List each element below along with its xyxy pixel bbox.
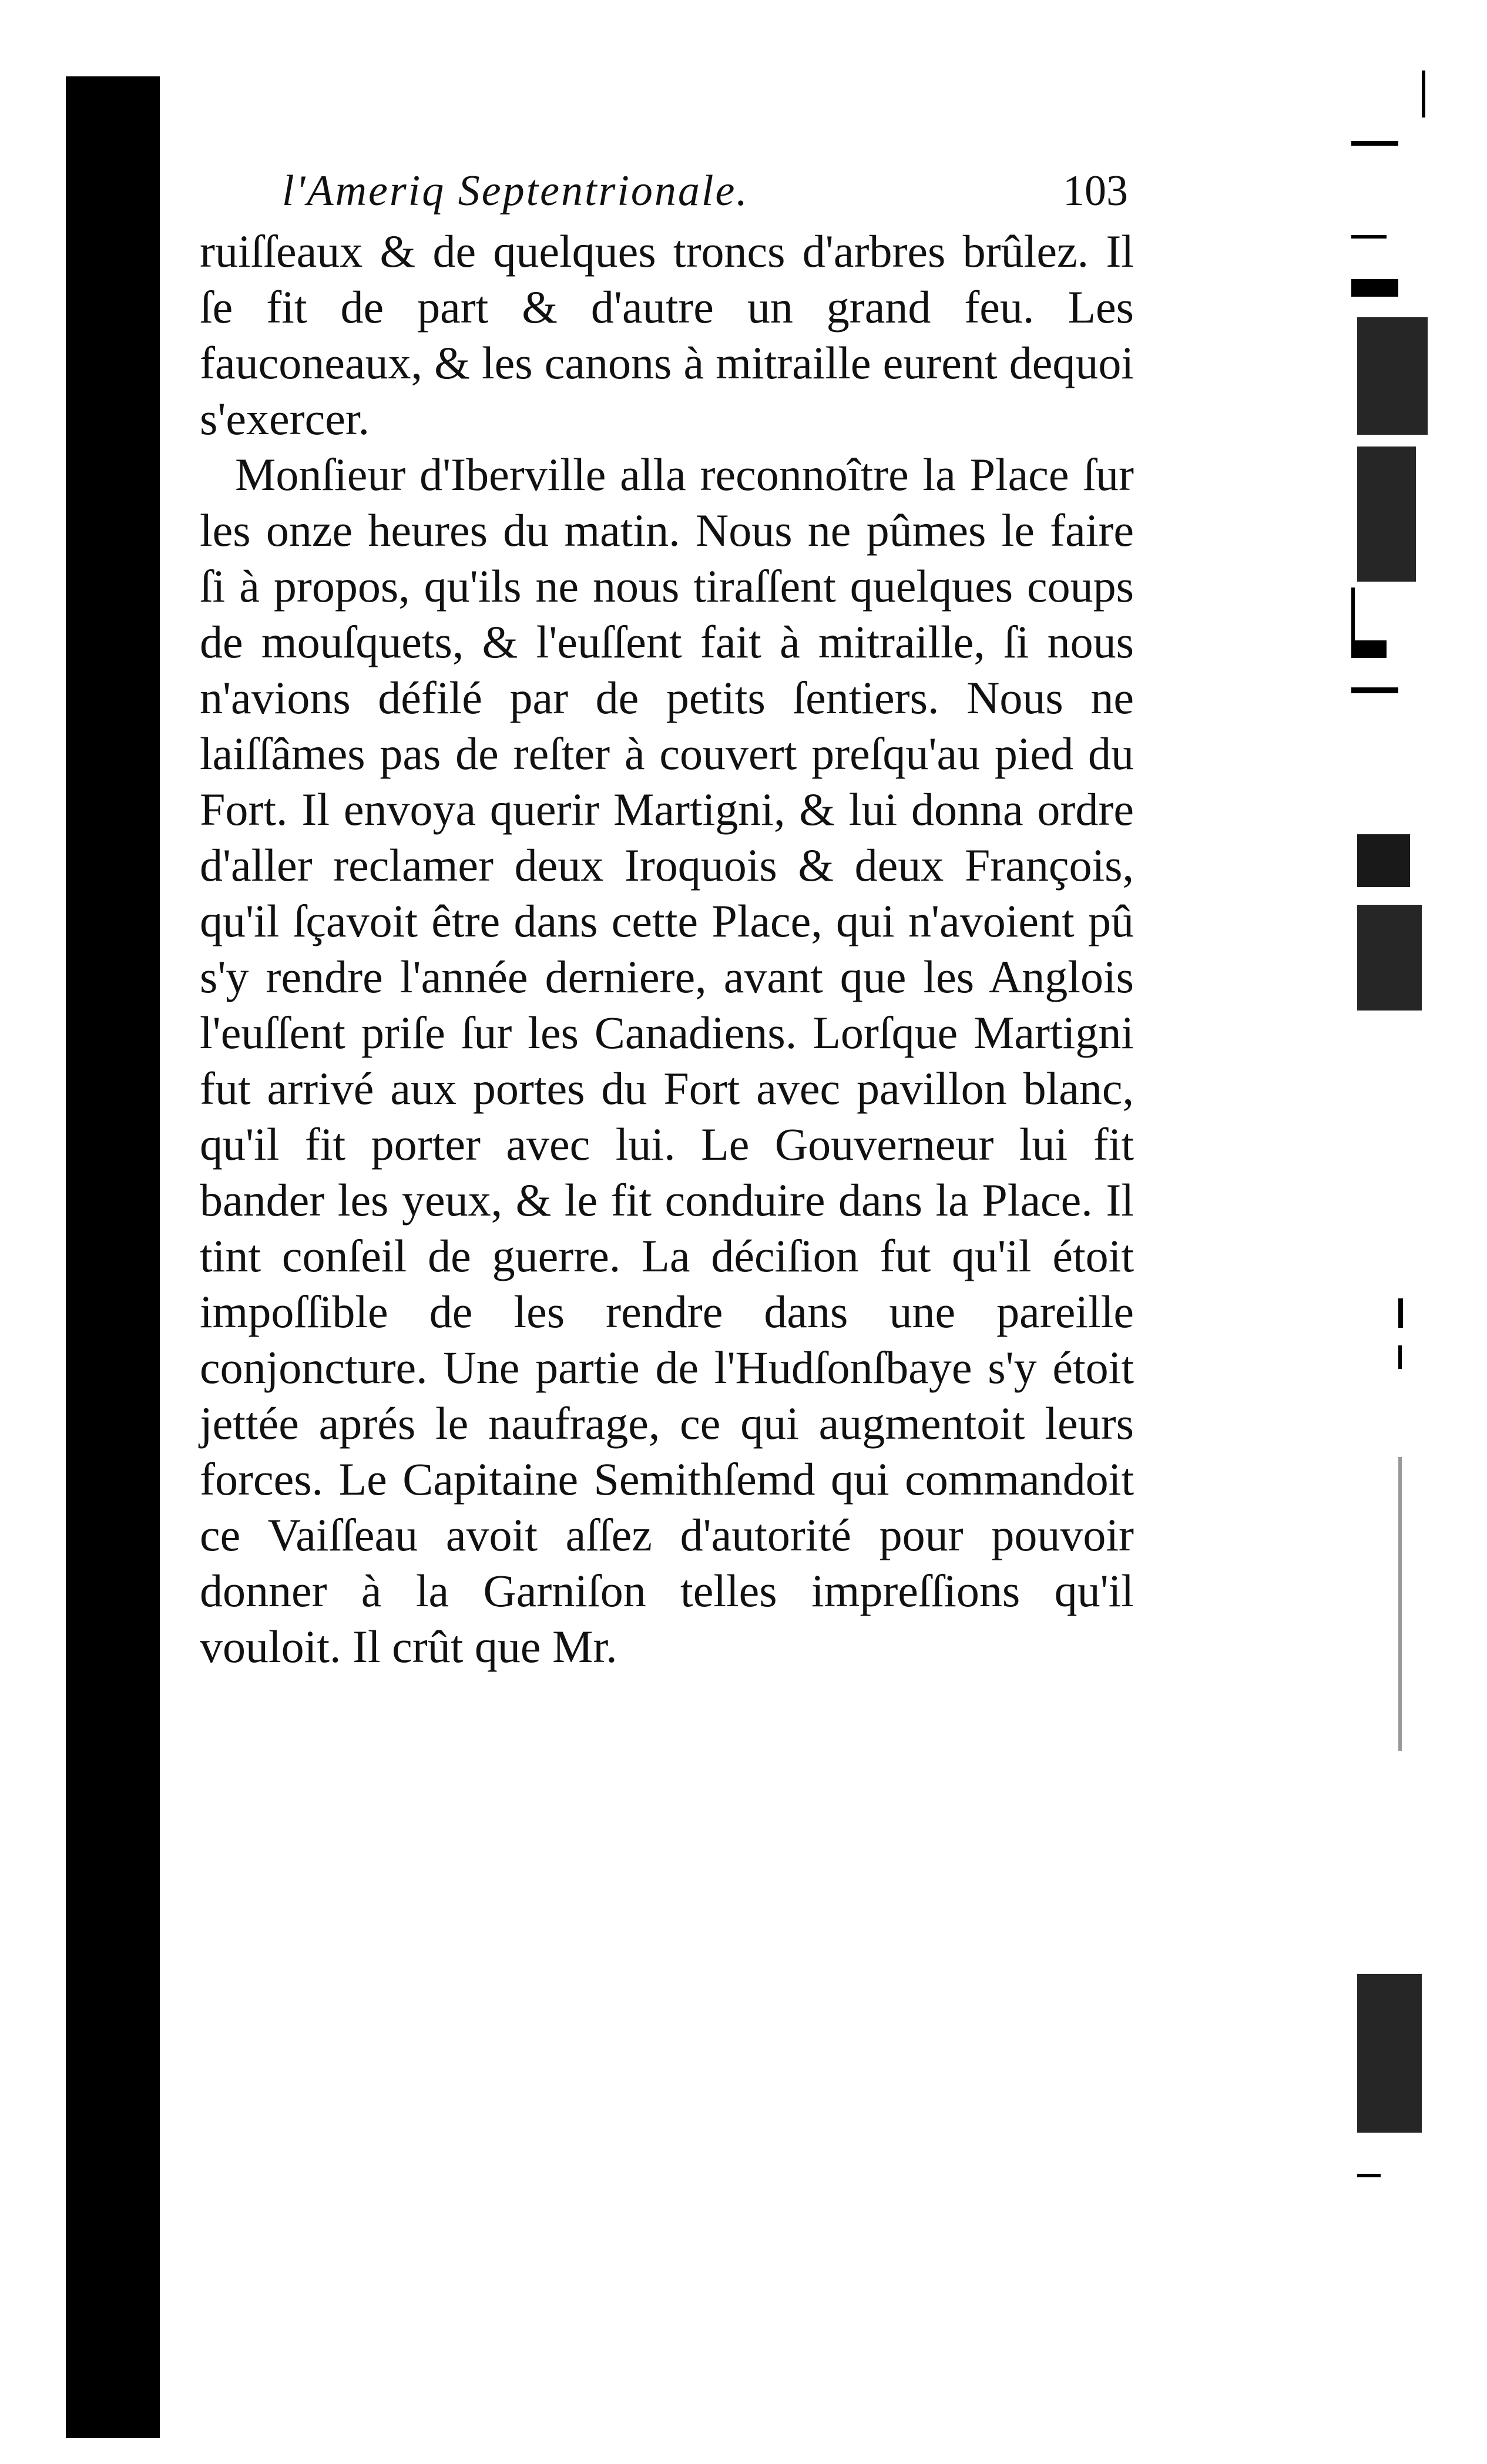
edge-mark bbox=[1357, 317, 1428, 435]
edge-mark bbox=[1357, 834, 1410, 887]
binding-edge bbox=[66, 76, 160, 2438]
edge-mark bbox=[1398, 1298, 1403, 1328]
edge-mark bbox=[1357, 447, 1416, 582]
edge-mark bbox=[1351, 687, 1398, 693]
body-text bbox=[200, 223, 1134, 1674]
running-header bbox=[282, 159, 1128, 223]
edge-mark bbox=[1357, 1974, 1422, 2133]
edge-mark bbox=[1357, 2174, 1381, 2177]
page-number: 103 bbox=[1063, 167, 1128, 215]
paragraph: Monſieur d'Iberville alla reconnoître la Place ſur les onze heures du matin. Nous ne pûmes le faire ſi à propos, qu'ils ne nous tiraſſent quelques coups de mouſquets, & l'euſſent fait à mitraille, ſi nous n'avions défilé par de petits ſentiers. Nous ne laiſſâmes pas de reſter à couvert preſqu'au pied du Fort. Il envoya querir Martigni, & lui donna ordre d'aller reclamer deux Iroquois & deux François, qu'il ſçavoit être dans cette Place, qui n'avoient pû s'y rendre l'année derniere, avant que les Anglois l'euſſent priſe ſur les Canadiens. Lorſque Martigni fut arrivé aux portes du Fort avec pavillon blanc, qu'il fit porter avec lui. Le Gouverneur lui fit bander les yeux, & le fit conduire dans la Place. Il tint conſeil de guerre. La déciſion fut qu'il étoit impoſſible de les rendre dans une pareille conjoncture. Une partie de l'Hudſonſbaye s'y étoit jettée aprés le naufrage, ce qui augmentoit leurs forces. Le Capitaine Semithſemd qui commandoit ce Vaiſſeau avoit aſſez d'autorité pour pouvoir donner à la Garniſon telles impreſſions qu'il vouloit. Il crût que Mr. bbox=[200, 449, 1134, 1672]
edge-mark bbox=[1422, 71, 1425, 118]
edge-mark bbox=[1357, 905, 1422, 1011]
paragraph: ruiſſeaux & de quelques troncs d'arbres brûlez. Il ſe fit de part & d'autre un grand feu. Les fauconeaux, & les canons à mitraille eurent dequoi s'exercer. bbox=[200, 226, 1134, 444]
edge-mark bbox=[1398, 1345, 1402, 1369]
running-title: l'Ameriq Septentrionale. bbox=[282, 167, 749, 215]
adjacent-page-edge bbox=[1351, 0, 1487, 2464]
edge-mark bbox=[1351, 640, 1387, 658]
edge-mark bbox=[1351, 235, 1387, 239]
edge-mark bbox=[1398, 1457, 1402, 1751]
edge-mark bbox=[1351, 279, 1398, 297]
edge-mark bbox=[1351, 141, 1398, 146]
